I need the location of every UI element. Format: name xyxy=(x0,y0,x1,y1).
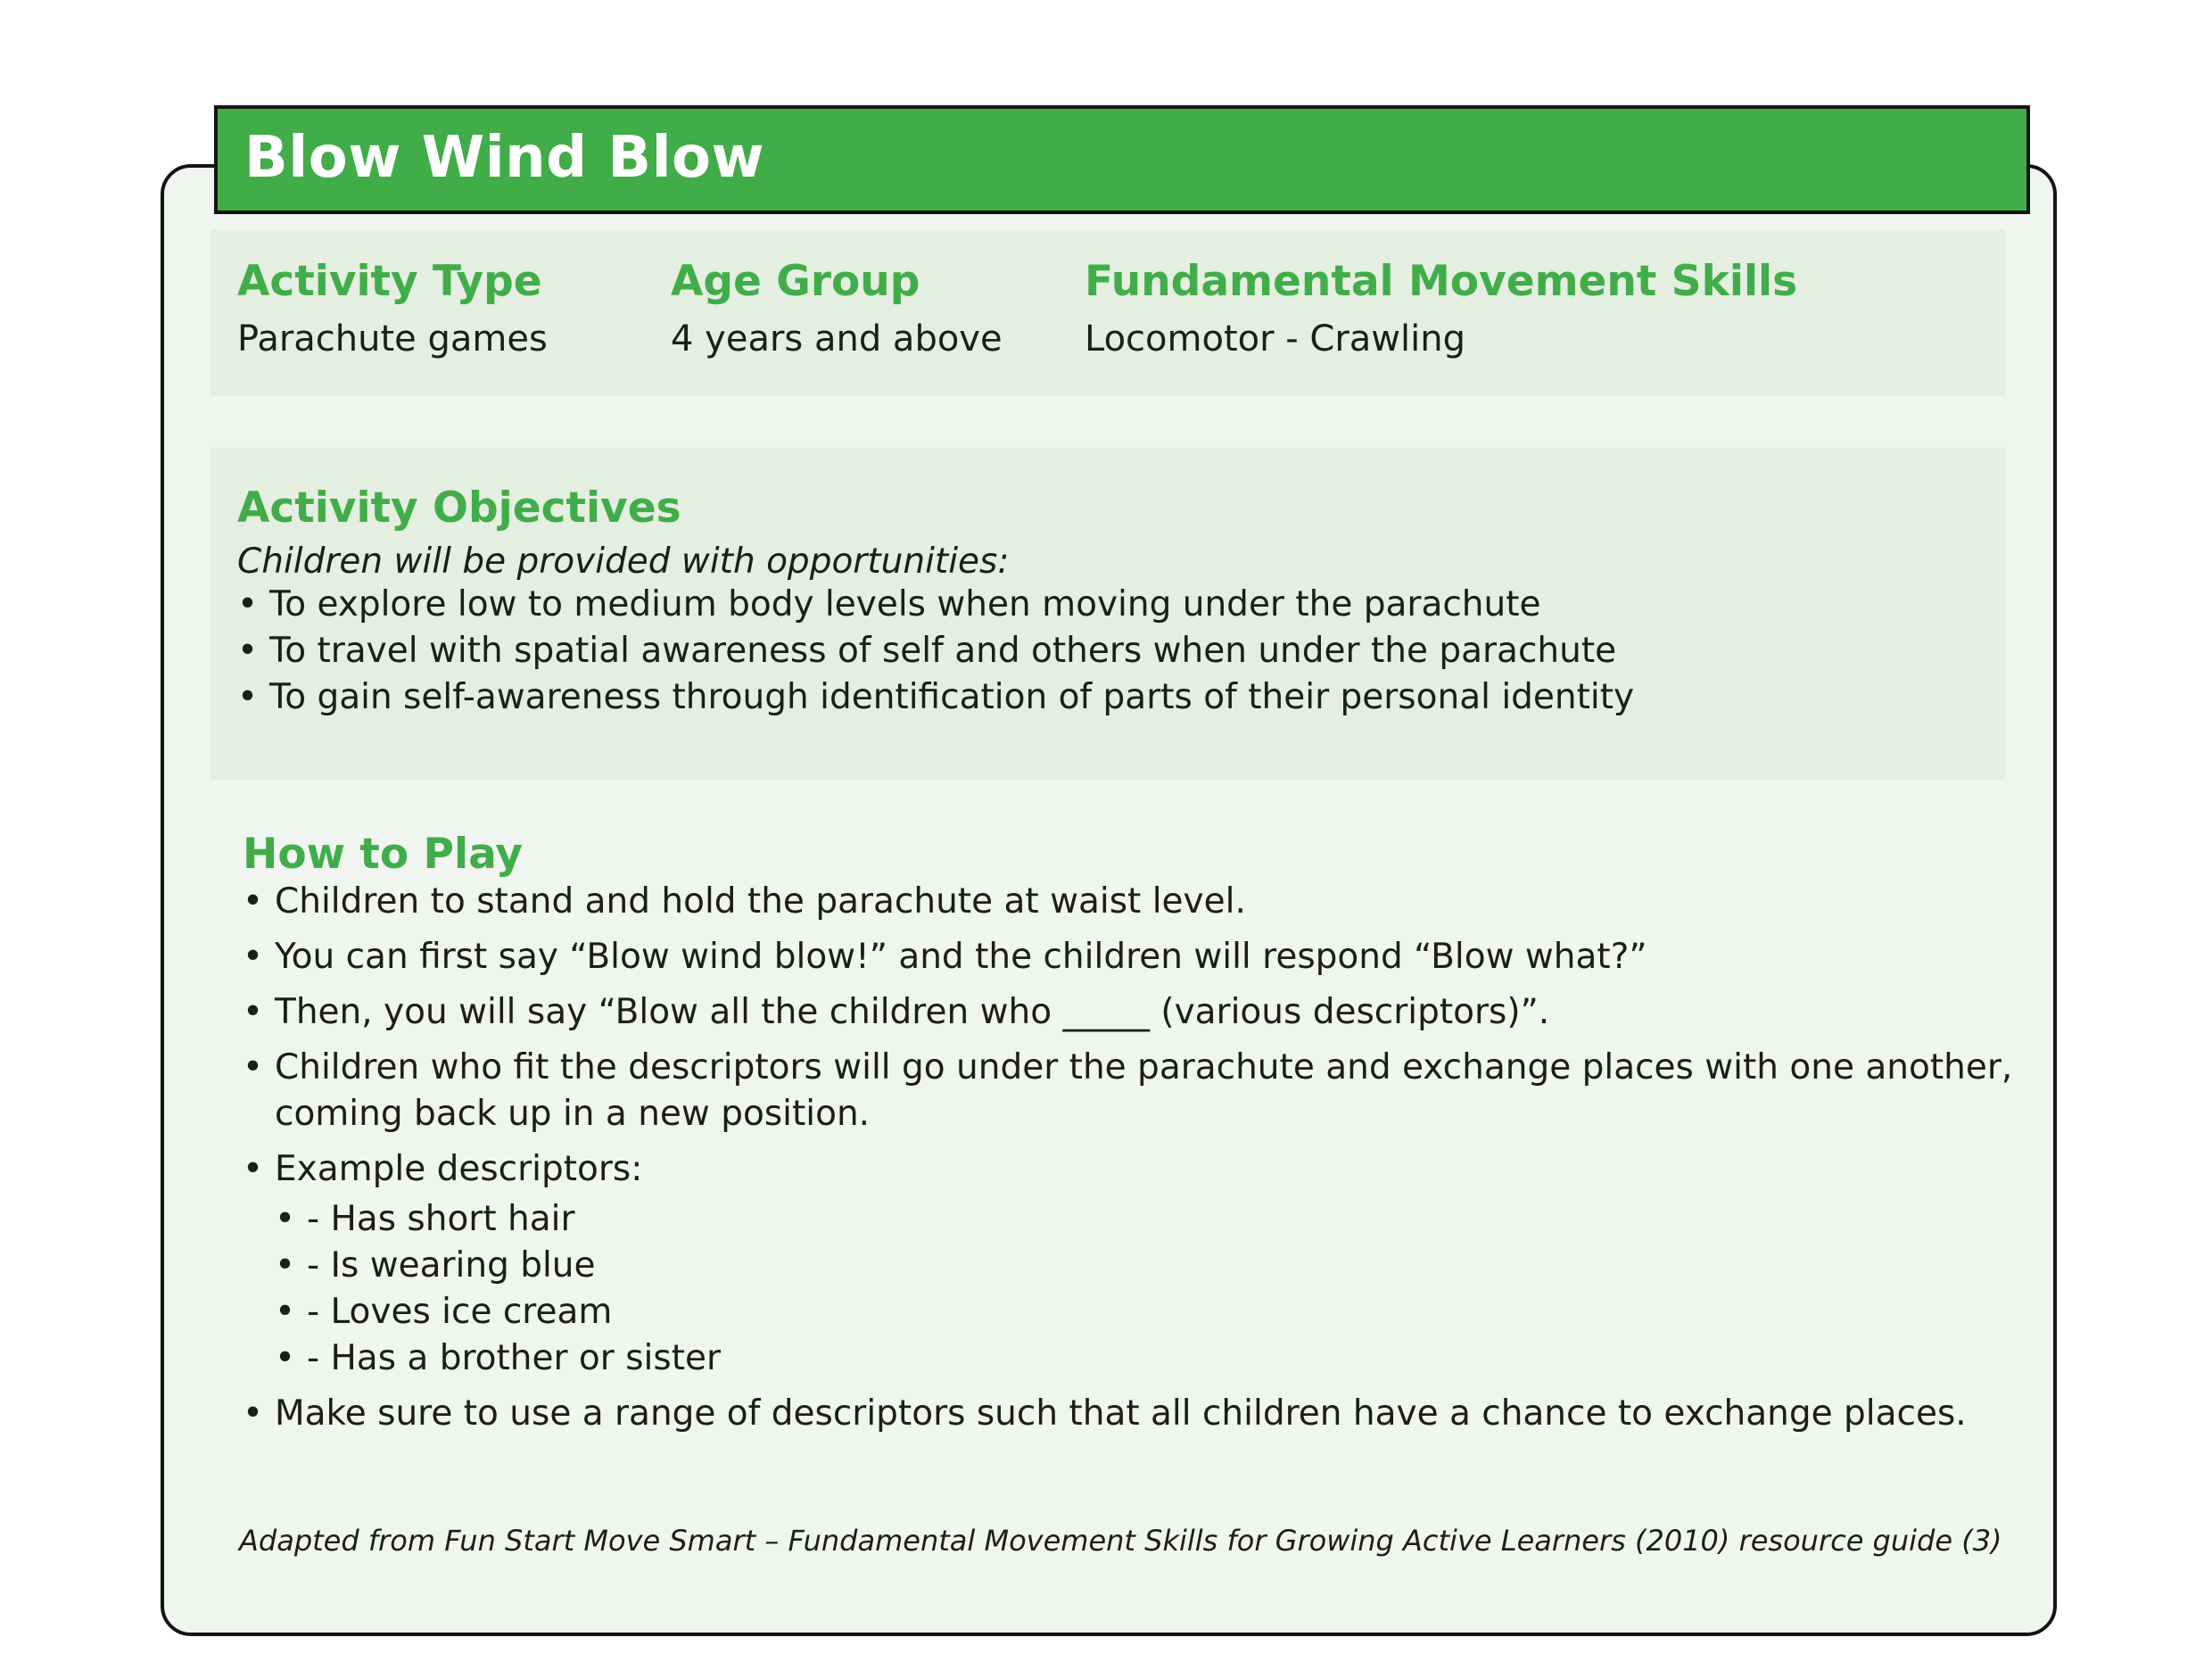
objective-item: • To gain self-awareness through identification of parts of their personal identity xyxy=(237,674,1985,721)
activity-title: Blow Wind Blow xyxy=(244,125,765,191)
objectives-heading: Activity Objectives xyxy=(237,484,681,533)
skills-label: Fundamental Movement Skills xyxy=(1085,257,1798,306)
how-to-play-list xyxy=(243,879,2018,1437)
age-group-section xyxy=(671,257,1003,360)
objectives-panel xyxy=(210,448,2005,780)
how-to-play-item: • Children who fit the descriptors will go under the parachute and exchange places with one another, coming back up in a new position. xyxy=(243,1045,2018,1137)
descriptor-item: • - Is wearing blue xyxy=(275,1243,2018,1289)
objectives-list xyxy=(237,582,1985,721)
how-to-play-section xyxy=(243,830,2018,1446)
age-group-label: Age Group xyxy=(671,257,920,306)
objective-item: • To explore low to medium body levels when moving under the parachute xyxy=(237,582,1985,628)
activity-type-label: Activity Type xyxy=(237,257,542,306)
descriptor-list xyxy=(275,1196,2018,1382)
how-to-play-item: • Make sure to use a range of descriptors such that all children have a chance to exchange places. xyxy=(243,1391,2018,1437)
activity-type-section xyxy=(237,257,548,360)
descriptor-item: • - Loves ice cream xyxy=(275,1289,2018,1335)
descriptor-item: • - Has a brother or sister xyxy=(275,1335,2018,1382)
skills-section xyxy=(1085,257,1797,360)
how-to-play-item-descriptors xyxy=(243,1146,2018,1382)
how-to-play-heading: How to Play xyxy=(243,830,523,879)
skills-value: Locomotor - Crawling xyxy=(1085,318,1465,360)
age-group-value: 4 years and above xyxy=(671,318,1003,360)
objective-item: • To travel with spatial awareness of self and others when under the parachute xyxy=(237,628,1985,674)
activity-type-value: Parachute games xyxy=(237,318,548,360)
activity-info-panel xyxy=(210,230,2005,396)
source-footnote: Adapted from Fun Start Move Smart – Fundamental Movement Skills for Growing Active Learners (2010) resource guide (3) xyxy=(239,1524,2002,1558)
how-to-play-item: • You can first say “Blow wind blow!” and the children will respond “Blow what?” xyxy=(243,934,2018,980)
descriptors-intro: Example descriptors: xyxy=(275,1149,643,1189)
objectives-intro: Children will be provided with opportunities: xyxy=(237,542,1010,582)
how-to-play-item: • Children to stand and hold the parachute at waist level. xyxy=(243,879,2018,925)
descriptor-item: • - Has short hair xyxy=(275,1196,2018,1243)
title-bar xyxy=(214,105,2030,214)
how-to-play-item: • Then, you will say “Blow all the children who _____ (various descriptors)”. xyxy=(243,989,2018,1036)
